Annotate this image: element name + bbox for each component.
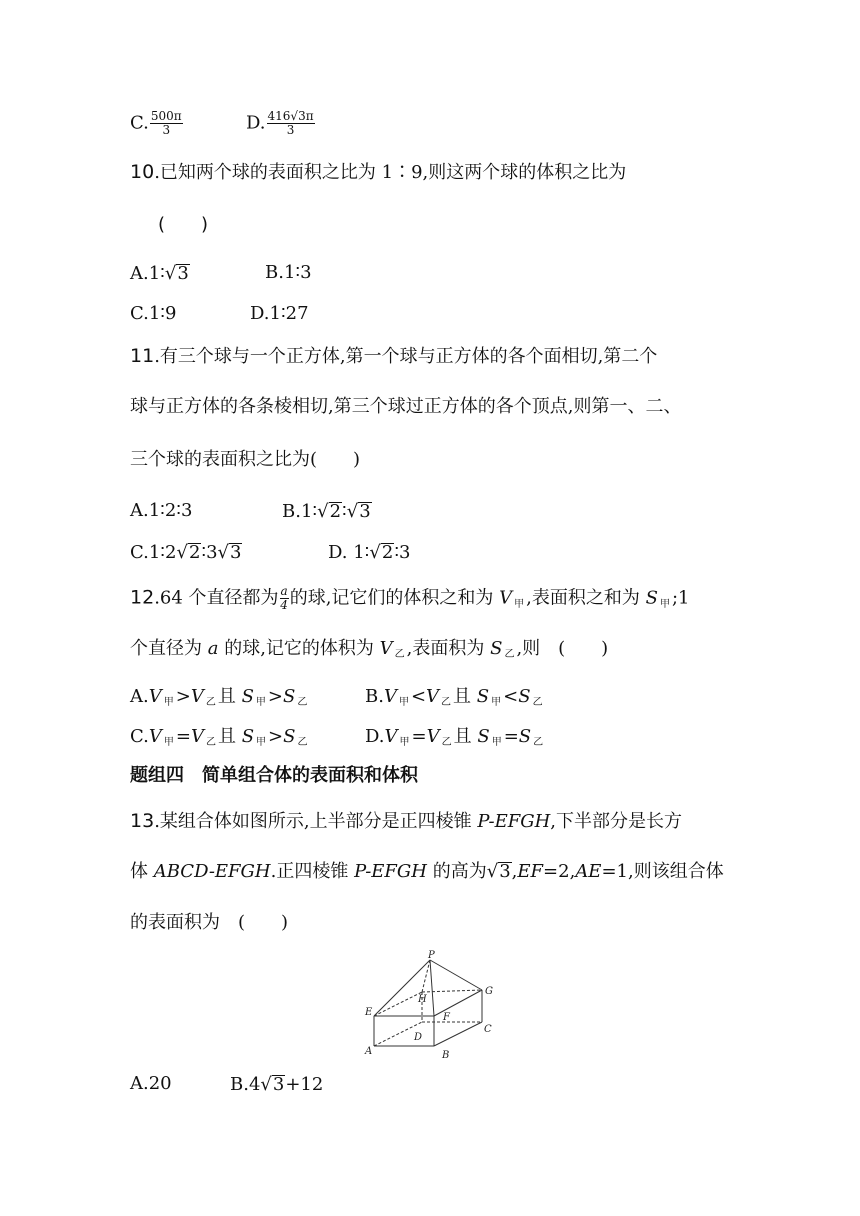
- q10-option-d: D.1∶27: [250, 303, 309, 324]
- q11-option-b-label: B.1∶: [282, 501, 318, 522]
- s-symbol: S: [477, 726, 490, 747]
- q12-jia-subscript-2: 甲: [659, 598, 670, 610]
- q13-pyramid-name-2: P-EFGH: [354, 861, 427, 882]
- v-symbol: V: [384, 726, 398, 747]
- q11-option-b: B.1∶√2∶√3: [282, 501, 371, 522]
- q9-c-numerator: 500π: [150, 109, 182, 123]
- q9-option-c-label: C.: [130, 112, 149, 134]
- q11-option-d-radicand: 2: [381, 542, 394, 563]
- q9-option-d: [246, 110, 316, 137]
- q12-line2-b: 的球,记它的体积为: [218, 638, 380, 659]
- q10-number: 10: [130, 161, 155, 183]
- q11-stem-line1: [130, 347, 657, 366]
- s-symbol: S: [518, 726, 532, 747]
- q12-yi-subscript: 乙: [394, 649, 405, 660]
- q13-ae-label: AE: [575, 861, 602, 882]
- q13-text-2c: .正四棱锥: [270, 861, 355, 882]
- q12-jia-subscript: 甲: [514, 598, 525, 610]
- section-heading: 题组四 简单组合体的表面积和体积: [130, 765, 418, 786]
- opt-label: B.: [365, 686, 384, 707]
- q13-pyramid-name: P-EFGH: [477, 811, 551, 832]
- q13-option-b-label: B.4: [230, 1074, 261, 1095]
- q13-figure-pyramid-cuboid: [362, 948, 502, 1066]
- v-symbol: V: [383, 686, 397, 707]
- s-symbol: S: [241, 686, 254, 707]
- q11-text-line1: .有三个球与一个正方体,第一个球与正方体的各个面相切,第二个: [154, 346, 658, 367]
- q10-option-b: B.1∶3: [265, 262, 312, 283]
- q9-option-d-fraction: [267, 110, 315, 137]
- q10-text: .已知两个球的表面积之比为 1∶9,则这两个球的体积之比为: [154, 162, 627, 183]
- q12-frac-denominator: 4: [280, 598, 288, 613]
- q12-fraction: [280, 585, 289, 612]
- subscript: 乙: [533, 737, 544, 748]
- v-symbol: V: [190, 686, 204, 707]
- subscript: 甲: [399, 737, 410, 748]
- q12-text-4: ;1: [671, 587, 690, 609]
- q11-option-a: A.1∶2∶3: [130, 500, 193, 521]
- q12-option-b: [365, 688, 545, 706]
- opt-label: D.: [365, 726, 385, 747]
- q13-stem-line3: 的表面积为 ( ): [130, 912, 289, 933]
- conjunction: 且: [453, 726, 478, 747]
- conjunction: 且: [453, 686, 477, 707]
- relation: >: [267, 686, 283, 707]
- subscript: 甲: [163, 737, 174, 748]
- q12-v-symbol: V: [499, 587, 513, 609]
- q13-option-b: B.4√3+12: [230, 1074, 324, 1095]
- q10-option-a: A.1∶√3: [130, 263, 189, 284]
- q13-option-a: A.20: [130, 1073, 172, 1094]
- q10-stem: [130, 163, 626, 182]
- s-symbol: S: [241, 726, 255, 747]
- relation: <: [410, 686, 427, 707]
- subscript: 乙: [205, 697, 216, 708]
- q9-d-denominator: 3: [286, 123, 295, 138]
- figure-label-p: P: [428, 950, 435, 961]
- q13-text-1a: .某组合体如图所示,上半部分是正四棱锥: [154, 811, 478, 832]
- figure-label-c: C: [484, 1024, 492, 1035]
- subscript: 乙: [297, 697, 308, 708]
- q11-option-b-radicand2: 3: [359, 501, 371, 522]
- q11-option-d-tail: ∶3: [394, 542, 411, 563]
- conjunction: 且: [217, 726, 242, 747]
- q12-number: 12: [130, 586, 155, 609]
- q11-option-b-radicand1: 2: [329, 501, 342, 522]
- relation: >: [175, 686, 191, 707]
- q12-text-3: ,表面积之和为: [526, 587, 646, 609]
- q12-stem-line2: [130, 640, 608, 658]
- q12-s-symbol: S: [645, 587, 658, 609]
- q11-stem-line3: 三个球的表面积之比为( ): [130, 449, 361, 470]
- conjunction: 且: [217, 686, 242, 707]
- figure-label-a: A: [365, 1046, 373, 1057]
- subscript: 乙: [205, 737, 216, 748]
- figure-label-f: F: [443, 1012, 450, 1023]
- q13-cuboid-name: ABCD-EFGH: [153, 861, 271, 882]
- q11-option-c-ratio: ∶3: [201, 542, 218, 563]
- q11-option-d-label: D. 1∶: [328, 542, 370, 563]
- q11-option-c-radicand1: 2: [188, 542, 201, 563]
- s-symbol: S: [283, 686, 296, 707]
- opt-label: A.: [130, 686, 149, 707]
- q11-option-b-ratio: ∶: [342, 501, 347, 522]
- v-symbol: V: [426, 686, 440, 707]
- q13-text-2a: 体: [130, 861, 154, 882]
- subscript: 甲: [398, 697, 409, 708]
- q10-option-a-label: A.1∶: [130, 263, 165, 284]
- q12-option-d: [365, 728, 545, 746]
- figure-label-e: E: [365, 1007, 373, 1018]
- subscript: 甲: [491, 737, 502, 748]
- q13-option-b-radicand: 3: [272, 1074, 285, 1095]
- relation: =: [503, 726, 519, 747]
- subscript: 乙: [441, 697, 452, 708]
- q13-text-1c: ,下半部分是长方: [550, 811, 683, 832]
- q10-answer-blank: ( ): [158, 214, 209, 235]
- q13-number: 13: [130, 810, 155, 832]
- relation: >: [268, 726, 284, 747]
- subscript: 乙: [441, 737, 452, 748]
- q13-option-b-tail: +12: [285, 1074, 324, 1095]
- q12-option-a: [130, 688, 309, 706]
- s-symbol: S: [476, 686, 490, 707]
- subscript: 甲: [163, 697, 174, 708]
- q13-text-2e: 的高为: [427, 861, 487, 882]
- q9-option-c: [130, 110, 184, 137]
- v-symbol: V: [190, 726, 204, 747]
- q10-option-c: C.1∶9: [130, 303, 177, 324]
- q12-line2-a: 个直径为: [130, 638, 208, 659]
- q12-s-symbol-2: S: [490, 638, 503, 659]
- q11-stem-line2: 球与正方体的各条棱相切,第三个球过正方体的各个顶点,则第一、二、: [130, 396, 682, 417]
- q10-option-a-radicand: 3: [177, 263, 189, 284]
- figure-label-h: H: [418, 994, 427, 1005]
- s-symbol: S: [283, 726, 296, 747]
- q12-text-1: .64 个直径都为: [154, 587, 279, 609]
- v-symbol: V: [426, 726, 440, 747]
- figure-label-d: D: [414, 1032, 423, 1043]
- q13-stem-line1: [130, 812, 682, 831]
- q11-option-c: C.1∶2√2∶3√3: [130, 542, 242, 563]
- q12-option-c: [130, 728, 309, 746]
- subscript: 乙: [532, 697, 543, 708]
- figure-label-g: G: [485, 986, 493, 997]
- relation: <: [503, 686, 519, 707]
- q12-yi-subscript-2: 乙: [504, 649, 515, 660]
- q13-text-2j: =1,则该组合体: [601, 861, 724, 882]
- q13-stem-line2: 体 ABCD-EFGH.正四棱锥 P-EFGH 的高为√3,EF=2,AE=1,则该组合体: [130, 861, 724, 882]
- q11-option-d: D. 1∶√2∶3: [328, 542, 411, 563]
- q12-stem-line1: [130, 585, 689, 612]
- q9-d-numerator: 416√3π: [267, 109, 314, 123]
- q12-a-variable: a: [207, 638, 219, 659]
- q13-height-radicand: 3: [499, 861, 511, 882]
- q13-ef-label: EF: [517, 861, 544, 882]
- q11-option-c-radicand2: 3: [230, 542, 242, 563]
- q9-option-d-label: D.: [246, 112, 266, 134]
- q9-c-denominator: 3: [162, 123, 171, 138]
- v-symbol: V: [148, 726, 162, 747]
- subscript: 甲: [491, 697, 502, 708]
- q13-ef-value: =2,: [543, 861, 576, 882]
- q11-option-c-label: C.1∶2: [130, 542, 177, 563]
- figure-label-b: B: [442, 1050, 450, 1061]
- relation: =: [175, 726, 191, 747]
- v-symbol: V: [148, 686, 162, 707]
- q9-option-c-fraction: [150, 110, 183, 137]
- subscript: 甲: [255, 697, 266, 708]
- q12-line2-d: ,则 ( ): [516, 638, 609, 659]
- q12-line2-c: ,表面积为: [406, 638, 491, 659]
- q12-v-symbol-2: V: [379, 638, 393, 659]
- q12-text-2: 的球,记它们的体积之和为: [289, 587, 500, 609]
- q11-number: 11: [130, 345, 155, 367]
- q13-comma: ,: [511, 861, 518, 882]
- s-symbol: S: [518, 686, 531, 707]
- subscript: 乙: [297, 737, 308, 748]
- relation: =: [411, 726, 427, 747]
- q12-frac-numerator: a: [280, 584, 288, 598]
- subscript: 甲: [256, 737, 267, 748]
- opt-label: C.: [130, 726, 149, 747]
